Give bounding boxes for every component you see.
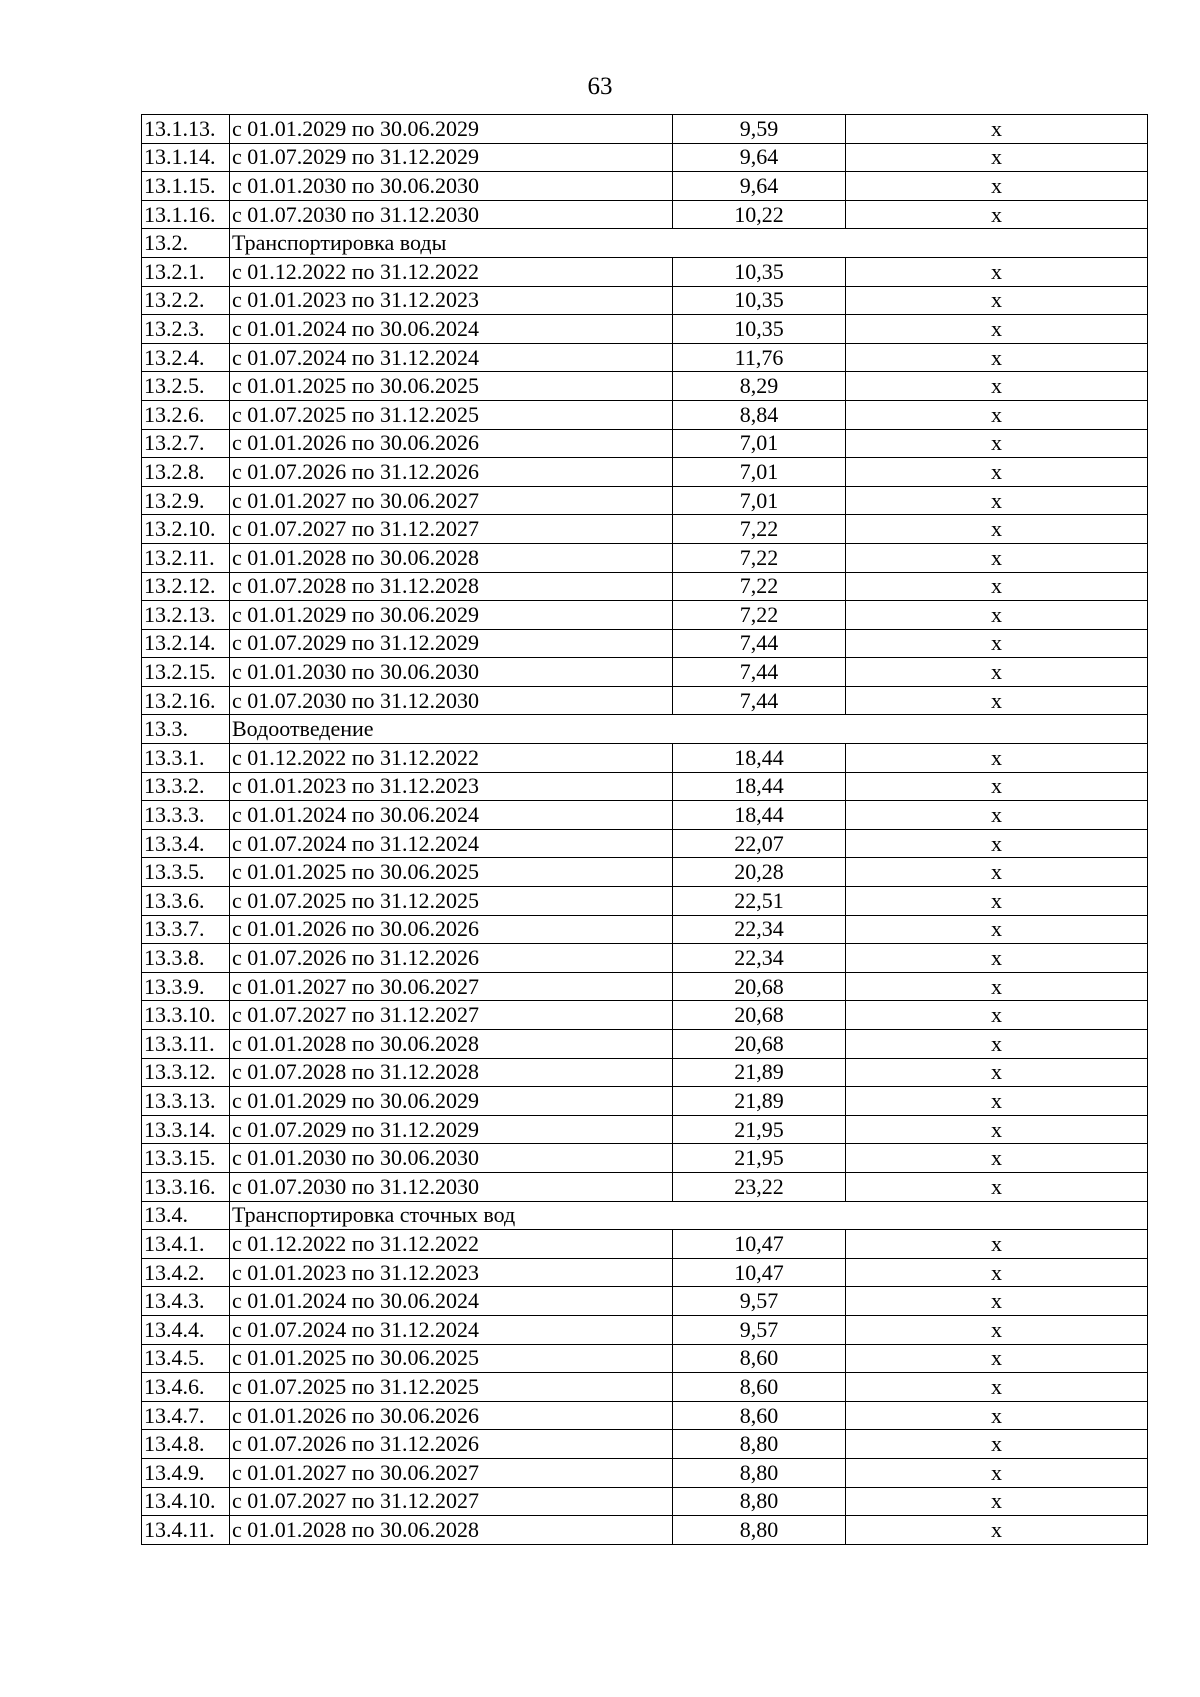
row-number: 13.2.16.	[142, 686, 230, 715]
period-cell: с 01.01.2029 по 30.06.2029	[230, 1087, 673, 1116]
mark-cell: х	[846, 686, 1148, 715]
row-number: 13.3.16.	[142, 1172, 230, 1201]
value-cell: 8,60	[673, 1373, 846, 1402]
period-cell: с 01.01.2025 по 30.06.2025	[230, 372, 673, 401]
value-cell: 7,01	[673, 429, 846, 458]
value-cell: 20,68	[673, 972, 846, 1001]
mark-cell: х	[846, 972, 1148, 1001]
period-cell: с 01.07.2024 по 31.12.2024	[230, 343, 673, 372]
value-cell: 9,57	[673, 1315, 846, 1344]
row-number: 13.3.6.	[142, 887, 230, 916]
value-cell: 21,89	[673, 1087, 846, 1116]
row-number: 13.2.9.	[142, 486, 230, 515]
row-number: 13.2.11.	[142, 543, 230, 572]
value-cell: 7,01	[673, 486, 846, 515]
table-row	[142, 601, 1148, 630]
mark-cell: х	[846, 200, 1148, 229]
table-row	[142, 1430, 1148, 1459]
table-row	[142, 801, 1148, 830]
table-row	[142, 887, 1148, 916]
period-cell: с 01.07.2030 по 31.12.2030	[230, 686, 673, 715]
row-number: 13.4.9.	[142, 1458, 230, 1487]
mark-cell: х	[846, 801, 1148, 830]
mark-cell: х	[846, 1144, 1148, 1173]
value-cell: 8,80	[673, 1430, 846, 1459]
mark-cell: х	[846, 315, 1148, 344]
mark-cell: х	[846, 1516, 1148, 1545]
row-number: 13.3.13.	[142, 1087, 230, 1116]
section-header-row	[142, 229, 1148, 258]
mark-cell: х	[846, 944, 1148, 973]
table-row	[142, 858, 1148, 887]
value-cell: 21,95	[673, 1144, 846, 1173]
period-cell: с 01.01.2023 по 31.12.2023	[230, 1258, 673, 1287]
value-cell: 11,76	[673, 343, 846, 372]
value-cell: 7,22	[673, 572, 846, 601]
value-cell: 8,80	[673, 1458, 846, 1487]
table-row	[142, 1172, 1148, 1201]
value-cell: 9,59	[673, 115, 846, 144]
period-cell: с 01.07.2024 по 31.12.2024	[230, 1315, 673, 1344]
mark-cell: х	[846, 515, 1148, 544]
period-cell: с 01.01.2028 по 30.06.2028	[230, 1030, 673, 1059]
period-cell: с 01.07.2026 по 31.12.2026	[230, 944, 673, 973]
mark-cell: х	[846, 1430, 1148, 1459]
row-number: 13.3.1.	[142, 744, 230, 773]
value-cell: 22,51	[673, 887, 846, 916]
table-row	[142, 486, 1148, 515]
period-cell: с 01.01.2024 по 30.06.2024	[230, 1287, 673, 1316]
period-cell: с 01.07.2024 по 31.12.2024	[230, 829, 673, 858]
value-cell: 7,01	[673, 458, 846, 487]
table-row	[142, 744, 1148, 773]
mark-cell: х	[846, 887, 1148, 916]
value-cell: 8,80	[673, 1516, 846, 1545]
row-number: 13.1.15.	[142, 172, 230, 201]
row-number: 13.3.10.	[142, 1001, 230, 1030]
table-row	[142, 458, 1148, 487]
period-cell: с 01.01.2027 по 30.06.2027	[230, 972, 673, 1001]
value-cell: 18,44	[673, 744, 846, 773]
period-cell: с 01.01.2026 по 30.06.2026	[230, 1401, 673, 1430]
value-cell: 7,44	[673, 686, 846, 715]
mark-cell: х	[846, 1087, 1148, 1116]
table-row	[142, 1315, 1148, 1344]
row-number: 13.2.4.	[142, 343, 230, 372]
row-number: 13.2.	[142, 229, 230, 258]
mark-cell: х	[846, 458, 1148, 487]
row-number: 13.3.4.	[142, 829, 230, 858]
mark-cell: х	[846, 915, 1148, 944]
row-number: 13.4.7.	[142, 1401, 230, 1430]
value-cell: 10,47	[673, 1230, 846, 1259]
value-cell: 20,68	[673, 1030, 846, 1059]
value-cell: 7,22	[673, 515, 846, 544]
mark-cell: х	[846, 429, 1148, 458]
table-row	[142, 686, 1148, 715]
period-cell: с 01.07.2027 по 31.12.2027	[230, 515, 673, 544]
row-number: 13.2.14.	[142, 629, 230, 658]
period-cell: с 01.07.2025 по 31.12.2025	[230, 887, 673, 916]
row-number: 13.3.3.	[142, 801, 230, 830]
row-number: 13.4.10.	[142, 1487, 230, 1516]
table-row	[142, 1058, 1148, 1087]
period-cell: с 01.01.2028 по 30.06.2028	[230, 1516, 673, 1545]
row-number: 13.4.2.	[142, 1258, 230, 1287]
value-cell: 7,22	[673, 543, 846, 572]
period-cell: с 01.07.2029 по 31.12.2029	[230, 1115, 673, 1144]
value-cell: 7,22	[673, 601, 846, 630]
period-cell: с 01.12.2022 по 31.12.2022	[230, 257, 673, 286]
row-number: 13.3.5.	[142, 858, 230, 887]
section-title: Транспортировка воды	[230, 229, 1148, 258]
table-row	[142, 286, 1148, 315]
table-row	[142, 1344, 1148, 1373]
value-cell: 21,89	[673, 1058, 846, 1087]
mark-cell: х	[846, 286, 1148, 315]
section-header-row	[142, 1201, 1148, 1230]
mark-cell: х	[846, 1115, 1148, 1144]
mark-cell: х	[846, 744, 1148, 773]
value-cell: 9,64	[673, 172, 846, 201]
period-cell: с 01.01.2027 по 30.06.2027	[230, 486, 673, 515]
period-cell: с 01.01.2029 по 30.06.2029	[230, 601, 673, 630]
row-number: 13.2.3.	[142, 315, 230, 344]
table-row	[142, 1458, 1148, 1487]
row-number: 13.3.14.	[142, 1115, 230, 1144]
value-cell: 9,57	[673, 1287, 846, 1316]
period-cell: с 01.07.2030 по 31.12.2030	[230, 200, 673, 229]
row-number: 13.1.14.	[142, 143, 230, 172]
row-number: 13.3.12.	[142, 1058, 230, 1087]
period-cell: с 01.01.2024 по 30.06.2024	[230, 315, 673, 344]
value-cell: 7,44	[673, 658, 846, 687]
period-cell: с 01.07.2025 по 31.12.2025	[230, 400, 673, 429]
period-cell: с 01.07.2028 по 31.12.2028	[230, 1058, 673, 1087]
period-cell: с 01.01.2026 по 30.06.2026	[230, 429, 673, 458]
mark-cell: х	[846, 1230, 1148, 1259]
period-cell: с 01.01.2024 по 30.06.2024	[230, 801, 673, 830]
table-row	[142, 1373, 1148, 1402]
value-cell: 22,34	[673, 915, 846, 944]
table-row	[142, 1230, 1148, 1259]
mark-cell: х	[846, 143, 1148, 172]
row-number: 13.4.8.	[142, 1430, 230, 1459]
table-row	[142, 572, 1148, 601]
row-number: 13.2.8.	[142, 458, 230, 487]
period-cell: с 01.07.2025 по 31.12.2025	[230, 1373, 673, 1402]
value-cell: 10,35	[673, 286, 846, 315]
row-number: 13.3.9.	[142, 972, 230, 1001]
table-row	[142, 972, 1148, 1001]
row-number: 13.4.11.	[142, 1516, 230, 1545]
row-number: 13.1.13.	[142, 115, 230, 144]
value-cell: 18,44	[673, 772, 846, 801]
period-cell: с 01.01.2030 по 30.06.2030	[230, 658, 673, 687]
row-number: 13.3.15.	[142, 1144, 230, 1173]
period-cell: с 01.07.2029 по 31.12.2029	[230, 629, 673, 658]
table-row	[142, 1516, 1148, 1545]
table-row	[142, 915, 1148, 944]
period-cell: с 01.12.2022 по 31.12.2022	[230, 744, 673, 773]
table-row	[142, 1287, 1148, 1316]
row-number: 13.4.5.	[142, 1344, 230, 1373]
period-cell: с 01.01.2030 по 30.06.2030	[230, 172, 673, 201]
period-cell: с 01.01.2029 по 30.06.2029	[230, 115, 673, 144]
period-cell: с 01.01.2028 по 30.06.2028	[230, 543, 673, 572]
table-row	[142, 143, 1148, 172]
row-number: 13.2.13.	[142, 601, 230, 630]
mark-cell: х	[846, 1373, 1148, 1402]
row-number: 13.3.8.	[142, 944, 230, 973]
value-cell: 20,28	[673, 858, 846, 887]
period-cell: с 01.07.2028 по 31.12.2028	[230, 572, 673, 601]
value-cell: 21,95	[673, 1115, 846, 1144]
period-cell: с 01.01.2023 по 31.12.2023	[230, 286, 673, 315]
table-row	[142, 515, 1148, 544]
value-cell: 10,35	[673, 315, 846, 344]
mark-cell: х	[846, 1344, 1148, 1373]
mark-cell: х	[846, 172, 1148, 201]
value-cell: 22,34	[673, 944, 846, 973]
table-row	[142, 400, 1148, 429]
row-number: 13.3.7.	[142, 915, 230, 944]
mark-cell: х	[846, 1315, 1148, 1344]
row-number: 13.1.16.	[142, 200, 230, 229]
table-row	[142, 829, 1148, 858]
period-cell: с 01.01.2025 по 30.06.2025	[230, 858, 673, 887]
mark-cell: х	[846, 629, 1148, 658]
value-cell: 8,29	[673, 372, 846, 401]
row-number: 13.2.10.	[142, 515, 230, 544]
table-row	[142, 1258, 1148, 1287]
mark-cell: х	[846, 829, 1148, 858]
value-cell: 22,07	[673, 829, 846, 858]
row-number: 13.2.5.	[142, 372, 230, 401]
value-cell: 10,35	[673, 257, 846, 286]
period-cell: с 01.01.2027 по 30.06.2027	[230, 1458, 673, 1487]
period-cell: с 01.07.2030 по 31.12.2030	[230, 1172, 673, 1201]
mark-cell: х	[846, 372, 1148, 401]
mark-cell: х	[846, 858, 1148, 887]
table-row	[142, 629, 1148, 658]
mark-cell: х	[846, 400, 1148, 429]
period-cell: с 01.07.2027 по 31.12.2027	[230, 1001, 673, 1030]
row-number: 13.2.6.	[142, 400, 230, 429]
table-row	[142, 1487, 1148, 1516]
period-cell: с 01.07.2027 по 31.12.2027	[230, 1487, 673, 1516]
table-row	[142, 315, 1148, 344]
row-number: 13.4.4.	[142, 1315, 230, 1344]
mark-cell: х	[846, 1172, 1148, 1201]
row-number: 13.2.1.	[142, 257, 230, 286]
section-title: Водоотведение	[230, 715, 1148, 744]
row-number: 13.4.1.	[142, 1230, 230, 1259]
value-cell: 7,44	[673, 629, 846, 658]
period-cell: с 01.01.2025 по 30.06.2025	[230, 1344, 673, 1373]
period-cell: с 01.12.2022 по 31.12.2022	[230, 1230, 673, 1259]
row-number: 13.3.	[142, 715, 230, 744]
tariff-table-body	[142, 115, 1148, 1545]
table-row	[142, 372, 1148, 401]
mark-cell: х	[846, 1258, 1148, 1287]
tariff-table	[141, 114, 1148, 1545]
row-number: 13.4.6.	[142, 1373, 230, 1402]
table-row	[142, 1030, 1148, 1059]
mark-cell: х	[846, 1030, 1148, 1059]
mark-cell: х	[846, 1058, 1148, 1087]
row-number: 13.2.12.	[142, 572, 230, 601]
row-number: 13.3.11.	[142, 1030, 230, 1059]
mark-cell: х	[846, 601, 1148, 630]
mark-cell: х	[846, 257, 1148, 286]
value-cell: 8,80	[673, 1487, 846, 1516]
row-number: 13.2.15.	[142, 658, 230, 687]
table-row	[142, 1144, 1148, 1173]
mark-cell: х	[846, 1287, 1148, 1316]
table-row	[142, 1001, 1148, 1030]
row-number: 13.3.2.	[142, 772, 230, 801]
row-number: 13.2.2.	[142, 286, 230, 315]
value-cell: 18,44	[673, 801, 846, 830]
period-cell: с 01.07.2026 по 31.12.2026	[230, 1430, 673, 1459]
table-row	[142, 172, 1148, 201]
mark-cell: х	[846, 772, 1148, 801]
period-cell: с 01.07.2026 по 31.12.2026	[230, 458, 673, 487]
period-cell: с 01.01.2030 по 30.06.2030	[230, 1144, 673, 1173]
row-number: 13.4.3.	[142, 1287, 230, 1316]
table-row	[142, 200, 1148, 229]
section-header-row	[142, 715, 1148, 744]
value-cell: 8,60	[673, 1344, 846, 1373]
value-cell: 20,68	[673, 1001, 846, 1030]
page-number: 63	[587, 73, 613, 100]
mark-cell: х	[846, 1458, 1148, 1487]
row-number: 13.2.7.	[142, 429, 230, 458]
mark-cell: х	[846, 658, 1148, 687]
mark-cell: х	[846, 1401, 1148, 1430]
mark-cell: х	[846, 486, 1148, 515]
table-row	[142, 429, 1148, 458]
value-cell: 8,84	[673, 400, 846, 429]
period-cell: с 01.01.2023 по 31.12.2023	[230, 772, 673, 801]
mark-cell: х	[846, 572, 1148, 601]
row-number: 13.4.	[142, 1201, 230, 1230]
table-row	[142, 543, 1148, 572]
table-row	[142, 1115, 1148, 1144]
table-row	[142, 257, 1148, 286]
table-row	[142, 115, 1148, 144]
table-row	[142, 658, 1148, 687]
table-row	[142, 343, 1148, 372]
period-cell: с 01.07.2029 по 31.12.2029	[230, 143, 673, 172]
table-row	[142, 772, 1148, 801]
table-row	[142, 944, 1148, 973]
mark-cell: х	[846, 115, 1148, 144]
section-title: Транспортировка сточных вод	[230, 1201, 1148, 1230]
mark-cell: х	[846, 343, 1148, 372]
period-cell: с 01.01.2026 по 30.06.2026	[230, 915, 673, 944]
value-cell: 23,22	[673, 1172, 846, 1201]
value-cell: 10,47	[673, 1258, 846, 1287]
value-cell: 9,64	[673, 143, 846, 172]
table-row	[142, 1401, 1148, 1430]
mark-cell: х	[846, 543, 1148, 572]
value-cell: 10,22	[673, 200, 846, 229]
table-row	[142, 1087, 1148, 1116]
mark-cell: х	[846, 1001, 1148, 1030]
value-cell: 8,60	[673, 1401, 846, 1430]
mark-cell: х	[846, 1487, 1148, 1516]
